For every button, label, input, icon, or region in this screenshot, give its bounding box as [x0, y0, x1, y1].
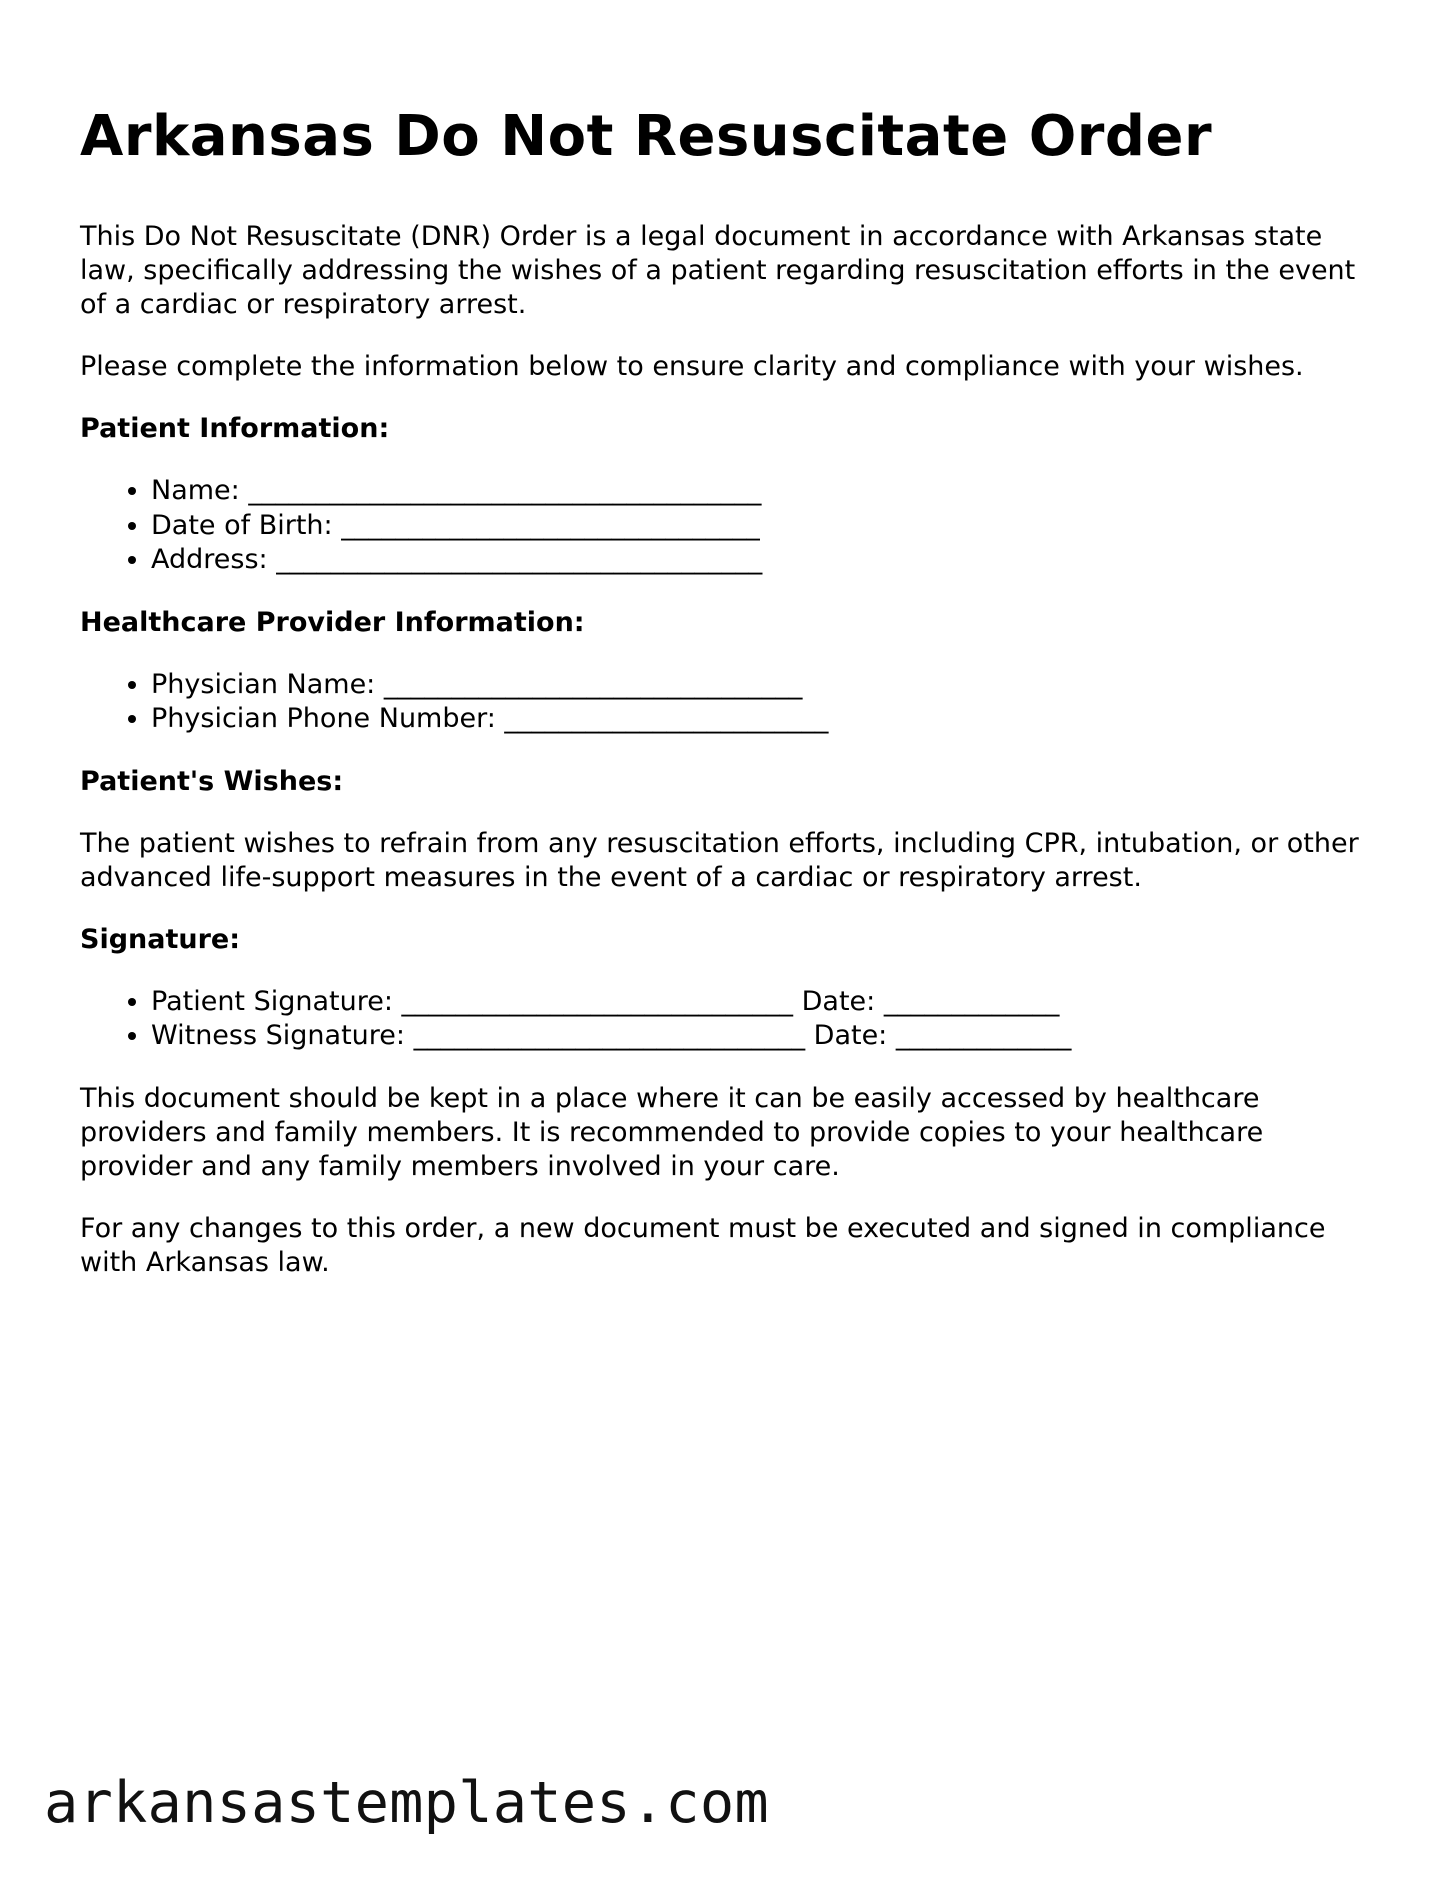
patient-name-field: • Name: ______________________________________	[151, 474, 1380, 509]
provider-info-heading: Healthcare Provider Information:	[80, 606, 585, 638]
wishes-paragraph: The patient wishes to refrain from any resuscitation efforts, including CPR, intubation, or other advanced life-support measures in the event of a cardiac or respiratory arrest.	[80, 827, 1359, 893]
document-title: Arkansas Do Not Resuscitate Order	[80, 104, 1213, 169]
patient-address-field: • Address: ____________________________________	[151, 543, 1380, 578]
signature-heading: Signature:	[80, 923, 241, 955]
physician-name-field: • Physician Name: _______________________________	[151, 668, 1380, 703]
intro-paragraph: This Do Not Resuscitate (DNR) Order is a legal document in accordance with Arkansas state law, specifically addressing the wishes of a patient regarding resuscitation efforts in the event of a cardiac or respiratory arrest.	[80, 221, 1356, 320]
wishes-heading: Patient's Wishes:	[80, 765, 344, 797]
footer-site-name: arkansastemplates.com	[44, 1770, 769, 1836]
document-page	[80, 104, 1380, 1308]
patient-dob-field: • Date of Birth: _______________________________	[151, 509, 1380, 544]
instructions-paragraph: Please complete the information below to ensure clarity and compliance with your wishes.	[80, 351, 1304, 382]
signature-list	[80, 985, 1380, 1054]
storage-note-paragraph: This document should be kept in a place where it can be easily accessed by healthcare providers and family members. It is recommended to provide copies to your healthcare provider and any family members involved in your care.	[80, 1082, 1264, 1182]
physician-phone-field: • Physician Phone Number: ________________________	[151, 702, 1380, 737]
changes-note-paragraph: For any changes to this order, a new document must be executed and signed in compliance with Arkansas law.	[80, 1212, 1326, 1278]
patient-info-list	[80, 474, 1380, 578]
provider-info-list	[80, 668, 1380, 737]
patient-signature-field: • Patient Signature: _____________________________ Date: _____________	[151, 985, 1380, 1020]
patient-info-heading: Patient Information:	[80, 413, 390, 444]
witness-signature-field: • Witness Signature: _____________________________ Date: _____________	[151, 1019, 1380, 1054]
